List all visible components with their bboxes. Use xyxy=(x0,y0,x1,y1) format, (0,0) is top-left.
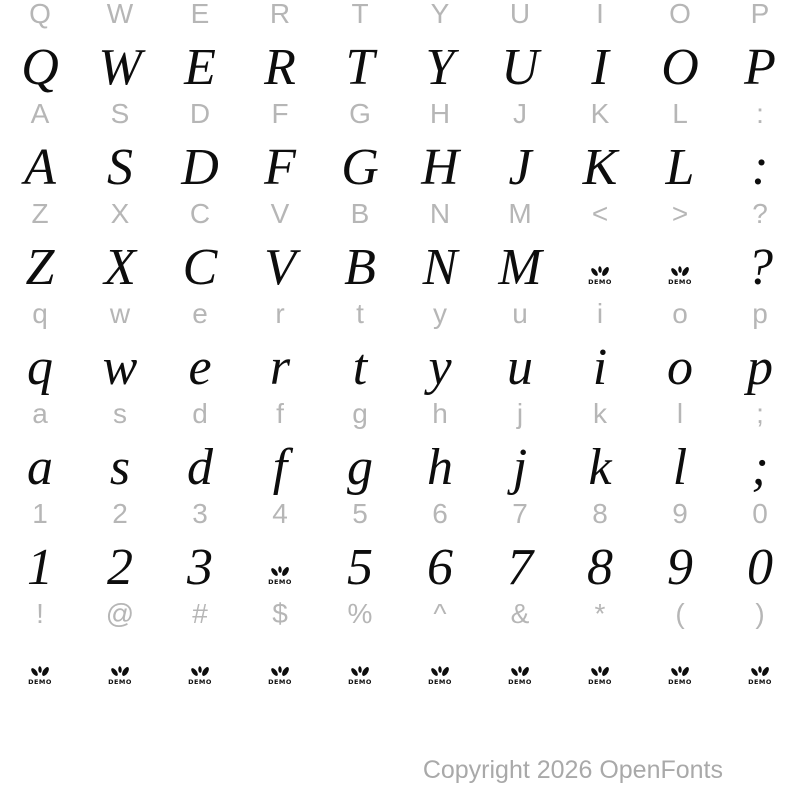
char-cell: : xyxy=(751,139,769,196)
char-cell: X xyxy=(110,198,130,229)
char-cell: h xyxy=(432,398,448,429)
reference-char-row xyxy=(0,600,800,642)
reference-char-row xyxy=(0,200,800,242)
demo-glyph-cell xyxy=(0,642,80,700)
char-cell: @ xyxy=(105,598,135,629)
char-cell: 2 xyxy=(107,539,133,596)
demo-label: DEMO xyxy=(188,678,212,686)
char-cell: ! xyxy=(36,598,44,629)
char-cell: s xyxy=(113,398,127,429)
demo-glyph-cell xyxy=(640,642,720,700)
char-cell: g xyxy=(347,439,373,496)
demo-label: DEMO xyxy=(108,678,132,686)
demo-glyph xyxy=(188,664,212,686)
char-cell: Y xyxy=(425,39,455,96)
char-cell: E xyxy=(190,0,210,29)
char-cell: k xyxy=(593,398,607,429)
char-cell: w xyxy=(109,298,131,329)
char-cell: R xyxy=(264,39,296,96)
demo-label: DEMO xyxy=(668,678,692,686)
char-cell: j xyxy=(512,439,528,496)
char-cell: s xyxy=(109,439,131,496)
char-cell: % xyxy=(347,598,373,629)
glyph-char-row xyxy=(0,239,800,300)
demo-glyph xyxy=(748,664,772,686)
demo-label: DEMO xyxy=(668,278,692,286)
char-cell: i xyxy=(596,298,604,329)
char-cell: 9 xyxy=(667,539,693,596)
char-cell: g xyxy=(352,398,368,429)
char-cell: 1 xyxy=(27,539,53,596)
char-cell: ? xyxy=(747,239,773,296)
char-cell: L xyxy=(665,139,695,196)
demo-glyph-cell xyxy=(560,642,640,700)
char-cell: o xyxy=(672,298,688,329)
char-cell: $ xyxy=(272,598,288,629)
char-cell: y xyxy=(433,298,447,329)
char-cell: p xyxy=(747,339,773,396)
char-cell: S xyxy=(110,98,130,129)
char-cell: F xyxy=(264,139,296,196)
char-cell: e xyxy=(188,339,212,396)
demo-label: DEMO xyxy=(588,678,612,686)
char-cell: D xyxy=(189,98,211,129)
char-cell: t xyxy=(352,339,368,396)
char-cell: S xyxy=(107,139,133,196)
char-cell: O xyxy=(661,39,699,96)
char-cell: R xyxy=(269,0,291,29)
char-cell: ^ xyxy=(433,598,447,629)
demo-glyph-cell xyxy=(240,542,320,600)
char-cell: N xyxy=(422,239,458,296)
demo-glyph xyxy=(28,664,52,686)
char-cell: Z xyxy=(31,198,49,229)
char-cell: M xyxy=(498,239,542,296)
reference-char-row xyxy=(0,400,800,442)
char-cell: 0 xyxy=(752,498,768,529)
char-cell: p xyxy=(752,298,768,329)
demo-glyph-cell xyxy=(640,242,720,300)
char-cell: E xyxy=(184,39,216,96)
char-cell: a xyxy=(32,398,48,429)
char-cell: ? xyxy=(752,198,768,229)
char-cell: 7 xyxy=(507,539,533,596)
reference-char-row xyxy=(0,0,800,42)
char-cell: K xyxy=(582,139,618,196)
char-cell: D xyxy=(181,139,219,196)
char-cell: J xyxy=(513,98,527,129)
char-cell: h xyxy=(427,439,453,496)
char-cell: J xyxy=(508,139,532,196)
char-cell: : xyxy=(756,98,764,129)
demo-glyph xyxy=(268,564,292,586)
demo-glyph xyxy=(508,664,532,686)
demo-glyph xyxy=(268,664,292,686)
char-cell: & xyxy=(510,598,530,629)
char-cell: Q xyxy=(29,0,51,29)
demo-glyph-cell xyxy=(400,642,480,700)
char-cell: # xyxy=(192,598,208,629)
char-cell: C xyxy=(189,198,211,229)
char-cell: O xyxy=(669,0,691,29)
char-cell: q xyxy=(32,298,48,329)
char-cell: A xyxy=(30,98,50,129)
char-cell: 3 xyxy=(192,498,208,529)
char-cell: T xyxy=(345,39,375,96)
char-cell: ( xyxy=(675,598,685,629)
demo-glyph-cell xyxy=(240,642,320,700)
char-cell: r xyxy=(269,339,291,396)
demo-label: DEMO xyxy=(428,678,452,686)
demo-label: DEMO xyxy=(588,278,612,286)
char-cell: U xyxy=(509,0,531,29)
char-cell: < xyxy=(591,198,609,229)
char-cell: N xyxy=(429,198,451,229)
demo-glyph-cell xyxy=(480,642,560,700)
char-cell: G xyxy=(349,98,371,129)
char-cell: 6 xyxy=(432,498,448,529)
char-cell: l xyxy=(672,439,688,496)
char-cell: q xyxy=(27,339,53,396)
char-cell: K xyxy=(590,98,610,129)
char-cell: o xyxy=(667,339,693,396)
copyright-text: Copyright 2026 OpenFonts xyxy=(422,756,723,784)
char-cell: Q xyxy=(21,39,59,96)
char-cell: 9 xyxy=(672,498,688,529)
char-cell: f xyxy=(272,439,288,496)
char-cell: 2 xyxy=(112,498,128,529)
demo-label: DEMO xyxy=(748,678,772,686)
char-cell: u xyxy=(507,339,533,396)
char-cell: C xyxy=(182,239,218,296)
demo-label: DEMO xyxy=(508,678,532,686)
char-cell: > xyxy=(671,198,689,229)
char-cell: ) xyxy=(755,598,765,629)
char-cell: * xyxy=(594,598,606,629)
demo-glyph xyxy=(668,664,692,686)
char-cell: 4 xyxy=(272,498,288,529)
demo-glyph xyxy=(108,664,132,686)
char-cell: f xyxy=(276,398,284,429)
char-cell: 0 xyxy=(747,539,773,596)
char-cell: L xyxy=(672,98,688,129)
char-cell: H xyxy=(429,98,451,129)
demo-glyph-cell xyxy=(80,642,160,700)
demo-glyph xyxy=(588,264,612,286)
char-cell: d xyxy=(192,398,208,429)
glyph-char-row xyxy=(0,439,800,500)
char-cell: A xyxy=(24,139,56,196)
char-cell: 5 xyxy=(347,539,373,596)
char-cell: V xyxy=(264,239,296,296)
char-cell: 8 xyxy=(592,498,608,529)
char-cell: 1 xyxy=(32,498,48,529)
char-cell: Z xyxy=(25,239,55,296)
char-cell: t xyxy=(356,298,364,329)
char-cell: u xyxy=(512,298,528,329)
char-cell: I xyxy=(591,39,609,96)
char-cell: 8 xyxy=(587,539,613,596)
demo-glyph-cell xyxy=(720,642,800,700)
char-cell: i xyxy=(592,339,608,396)
char-cell: H xyxy=(421,139,459,196)
char-cell: F xyxy=(271,98,289,129)
char-cell: Y xyxy=(430,0,450,29)
char-cell: P xyxy=(744,39,776,96)
glyph-char-row xyxy=(0,139,800,200)
char-cell: M xyxy=(508,198,532,229)
char-cell: w xyxy=(102,339,138,396)
char-cell: W xyxy=(106,0,134,29)
char-cell: d xyxy=(187,439,213,496)
demo-glyph-cell xyxy=(560,242,640,300)
reference-char-row xyxy=(0,300,800,342)
char-cell: 3 xyxy=(187,539,213,596)
glyph-char-row xyxy=(0,539,800,600)
demo-glyph xyxy=(348,664,372,686)
glyph-char-row xyxy=(0,339,800,400)
demo-glyph-cell xyxy=(160,642,240,700)
demo-label: DEMO xyxy=(348,678,372,686)
char-cell: V xyxy=(270,198,290,229)
char-cell: y xyxy=(428,339,452,396)
char-cell: j xyxy=(516,398,524,429)
demo-label: DEMO xyxy=(268,678,292,686)
char-cell: a xyxy=(27,439,53,496)
char-cell: k xyxy=(588,439,612,496)
char-cell: G xyxy=(341,139,379,196)
char-cell: l xyxy=(676,398,684,429)
char-cell: I xyxy=(596,0,604,29)
reference-char-row xyxy=(0,500,800,542)
demo-label: DEMO xyxy=(28,678,52,686)
char-cell: 5 xyxy=(352,498,368,529)
demo-glyph xyxy=(428,664,452,686)
char-cell: B xyxy=(344,239,376,296)
char-cell: U xyxy=(501,39,539,96)
demo-label: DEMO xyxy=(268,578,292,586)
char-cell: 6 xyxy=(427,539,453,596)
char-cell: W xyxy=(98,39,142,96)
char-cell: ; xyxy=(751,439,769,496)
demo-glyph xyxy=(588,664,612,686)
char-cell: r xyxy=(275,298,285,329)
reference-char-row xyxy=(0,100,800,142)
char-cell: e xyxy=(192,298,208,329)
char-cell: X xyxy=(104,239,136,296)
char-cell: P xyxy=(750,0,770,29)
glyph-char-row xyxy=(0,39,800,100)
glyph-char-row xyxy=(0,642,800,700)
char-cell: ; xyxy=(756,398,764,429)
char-cell: B xyxy=(350,198,370,229)
char-cell: 7 xyxy=(512,498,528,529)
char-cell: T xyxy=(351,0,369,29)
demo-glyph xyxy=(668,264,692,286)
demo-glyph-cell xyxy=(320,642,400,700)
